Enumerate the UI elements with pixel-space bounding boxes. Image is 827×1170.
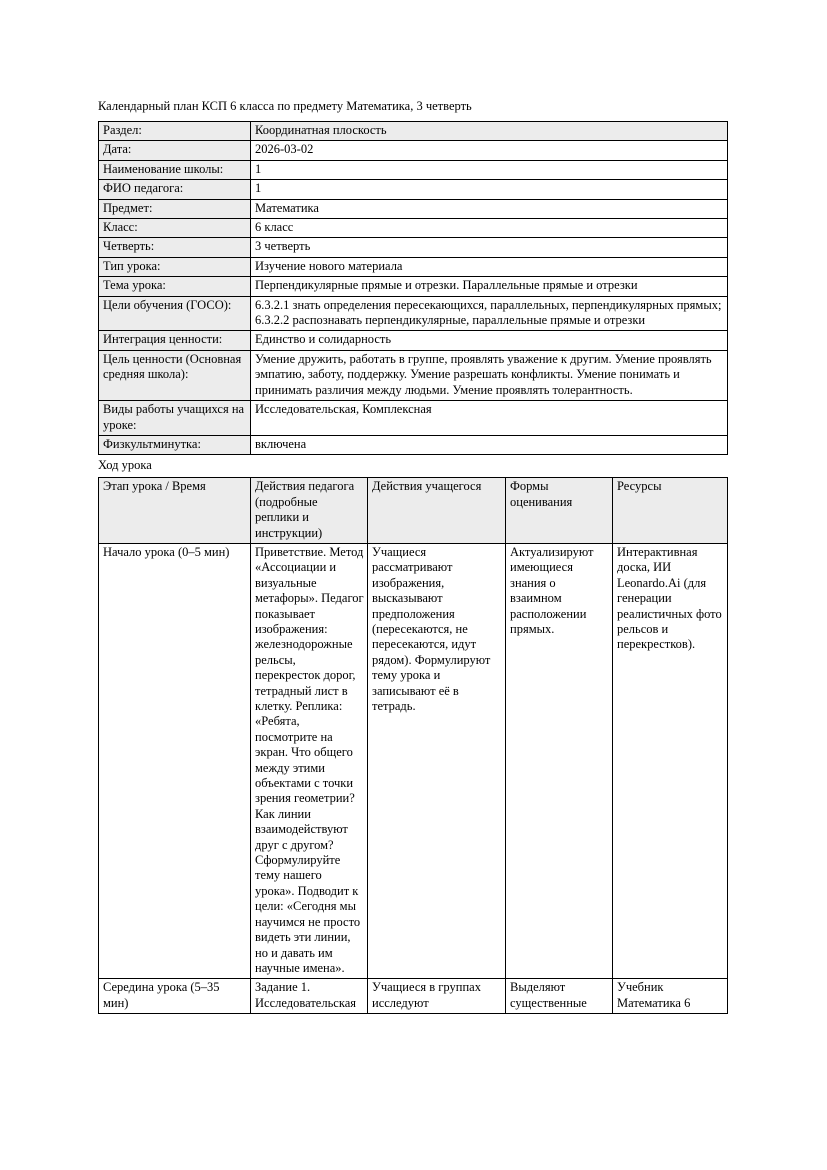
- info-row-label: Четверть:: [99, 238, 251, 257]
- info-row-value: 2026-03-02: [251, 141, 728, 160]
- info-row-label: Виды работы учащихся на уроке:: [99, 401, 251, 436]
- student-actions-cell: Учащиеся в группах исследуют: [368, 979, 506, 1014]
- resources-cell: Учебник Математика 6: [613, 979, 728, 1014]
- info-row-label: Физкультминутка:: [99, 435, 251, 454]
- info-row: [99, 331, 728, 350]
- info-row-label: Интеграция ценности:: [99, 331, 251, 350]
- info-row: [99, 160, 728, 179]
- resources-cell: Интерактивная доска, ИИ Leonardo.Ai (для генерации реалистичных фото рельсов и перекрестков).: [613, 543, 728, 978]
- stage-cell: Начало урока (0–5 мин): [99, 543, 251, 978]
- info-row-value: 6 класс: [251, 219, 728, 238]
- info-row-value: включена: [251, 435, 728, 454]
- teacher-actions-cell: Приветствие. Метод «Ассоциации и визуальные метафоры». Педагог показывает изображения: железнодорожные рельсы, перекресток дорог, тетрадный лист в клетку. Реплика: «Ребята, посмотрите на экран. Что общего между этими объектами с точки зрения геометрии? Как линии взаимодействуют друг с другом? Сформулируйте тему нашего урока». Подводит к цели: «Сегодня мы научимся не просто видеть эти линии, но и давать им научные имена».: [251, 543, 368, 978]
- info-row: [99, 350, 728, 400]
- column-header: Действия учащегося: [368, 478, 506, 544]
- lesson-flow-table: [98, 477, 728, 1014]
- info-row-value: Перпендикулярные прямые и отрезки. Параллельные прямые и отрезки: [251, 277, 728, 296]
- info-row-value: 1: [251, 180, 728, 199]
- column-header: Этап урока / Время: [99, 478, 251, 544]
- info-row: [99, 238, 728, 257]
- stage-cell: Середина урока (5–35 мин): [99, 979, 251, 1014]
- info-row: [99, 277, 728, 296]
- page-title: Календарный план КСП 6 класса по предмету Математика, 3 четверть: [98, 99, 472, 113]
- info-row-value: Единство и солидарность: [251, 331, 728, 350]
- column-header: Формы оценивания: [506, 478, 613, 544]
- column-header: Действия педагога (подробные реплики и инструкции): [251, 478, 368, 544]
- info-row-label: Цели обучения (ГОСО):: [99, 296, 251, 331]
- info-row-label: ФИО педагога:: [99, 180, 251, 199]
- lesson-flow-table-head: [99, 478, 728, 544]
- column-header: Ресурсы: [613, 478, 728, 544]
- info-row-value: Изучение нового материала: [251, 257, 728, 276]
- info-row-label: Наименование школы:: [99, 160, 251, 179]
- info-row: [99, 180, 728, 199]
- lesson-flow-header-row: [99, 478, 728, 544]
- teacher-actions-cell: Задание 1. Исследовательская: [251, 979, 368, 1014]
- info-row-value: 1: [251, 160, 728, 179]
- info-row-value: Исследовательская, Комплексная: [251, 401, 728, 436]
- info-row: [99, 141, 728, 160]
- table-row: [99, 543, 728, 978]
- info-row-value: Координатная плоскость: [251, 122, 728, 141]
- info-row-value: Умение дружить, работать в группе, проявлять уважение к другим. Умение проявлять эмпатию, заботу, поддержку. Умение разрешать конфликты. Умение понимать и принимать различия между людьми. Умение проявлять толерантность.: [251, 350, 728, 400]
- lesson-info-table-body: [99, 122, 728, 455]
- info-row-value: 6.3.2.1 знать определения пересекающихся, параллельных, перпендикулярных прямых; 6.3.2.2 распознавать перпендикулярные, параллельные прямые и отрезки: [251, 296, 728, 331]
- section-caption: Ход урока: [98, 458, 152, 473]
- info-row-value: Математика: [251, 199, 728, 218]
- student-actions-cell: Учащиеся рассматривают изображения, высказывают предположения (пересекаются, не пересекаются, идут рядом). Формулируют тему урока и записывают её в тетрадь.: [368, 543, 506, 978]
- info-row-label: Предмет:: [99, 199, 251, 218]
- info-row-label: Класс:: [99, 219, 251, 238]
- table-row: [99, 979, 728, 1014]
- info-row-label: Тема урока:: [99, 277, 251, 296]
- info-row-value: 3 четверть: [251, 238, 728, 257]
- info-row: [99, 435, 728, 454]
- info-row: [99, 219, 728, 238]
- assessment-cell: Актуализируют имеющиеся знания о взаимном расположении прямых.: [506, 543, 613, 978]
- assessment-cell: Выделяют существенные: [506, 979, 613, 1014]
- info-row-label: Тип урока:: [99, 257, 251, 276]
- info-row-label: Дата:: [99, 141, 251, 160]
- info-row-label: Цель ценности (Основная средняя школа):: [99, 350, 251, 400]
- info-row: [99, 199, 728, 218]
- lesson-flow-table-body: [99, 543, 728, 1013]
- info-row: [99, 401, 728, 436]
- info-row: [99, 122, 728, 141]
- info-row-label: Раздел:: [99, 122, 251, 141]
- info-row: [99, 296, 728, 331]
- info-row: [99, 257, 728, 276]
- lesson-info-table: [98, 121, 728, 455]
